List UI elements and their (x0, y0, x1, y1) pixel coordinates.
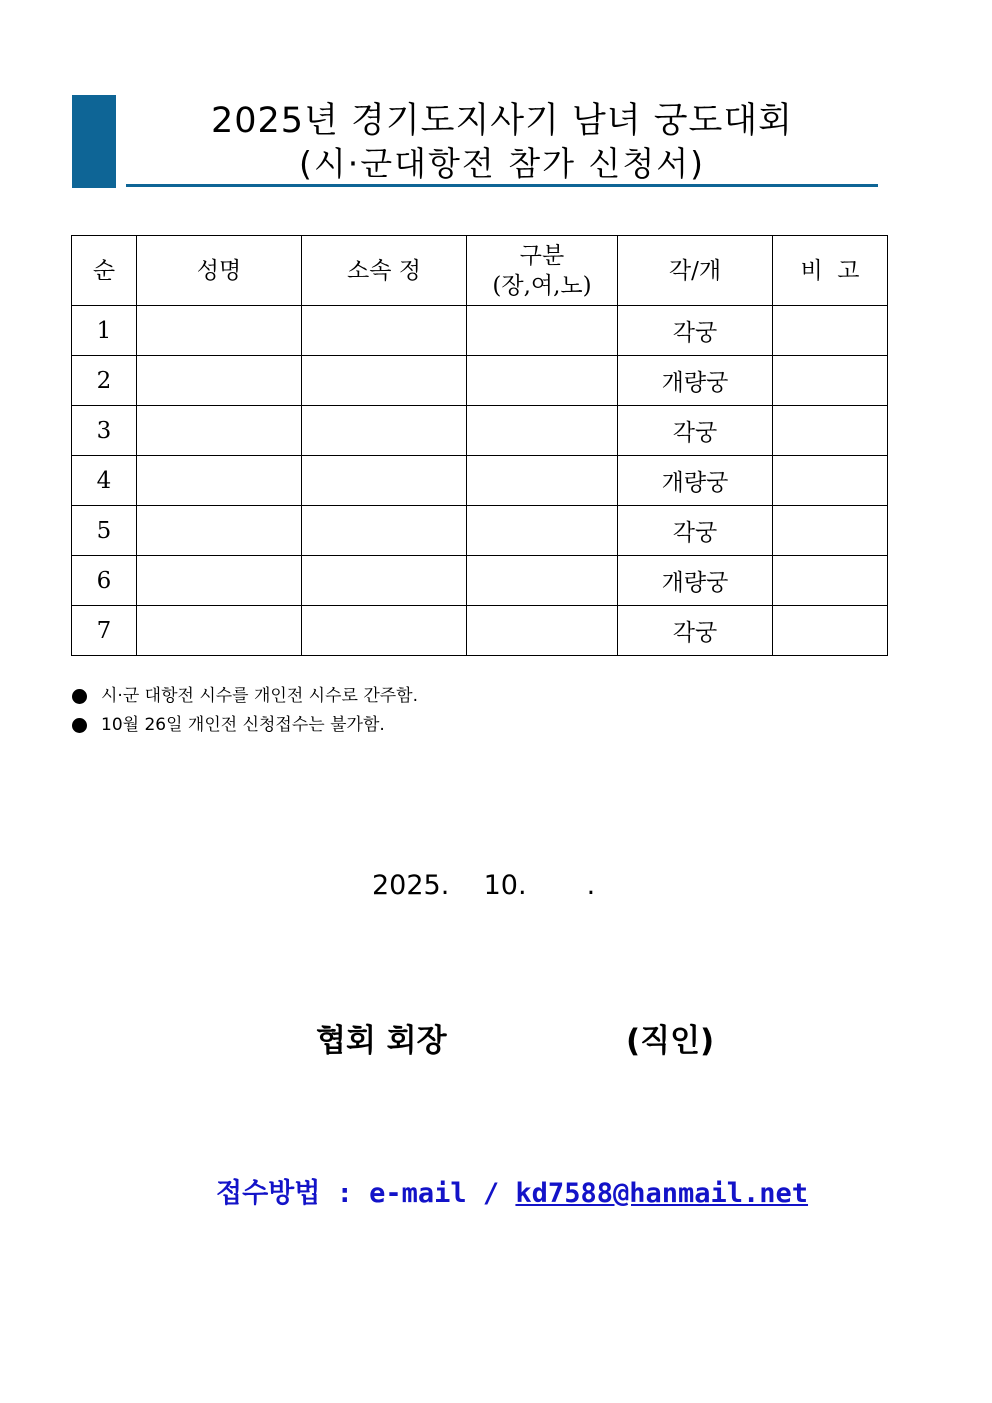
notes-list (72, 682, 418, 740)
table-row (72, 556, 888, 606)
email-link[interactable]: kd7588@hanmail.net (515, 1178, 809, 1209)
remarks-cell[interactable] (773, 456, 888, 506)
receipt-label: 접수방법 (216, 1178, 321, 1209)
receipt-method (216, 1174, 808, 1214)
row-number: 5 (72, 506, 137, 556)
title-accent-bar (72, 95, 116, 188)
remarks-cell[interactable] (773, 556, 888, 606)
signer-title: 협회 회장 (316, 1023, 447, 1059)
category-cell[interactable] (467, 456, 618, 506)
page-title: 2025년 경기도지사기 남녀 궁도대회 (211, 101, 793, 141)
receipt-separator: : (320, 1178, 370, 1209)
note-text: 10월 26일 개인전 신청접수는 불가함. (101, 715, 385, 735)
header-name: 성명 (137, 236, 302, 306)
category-cell[interactable] (467, 556, 618, 606)
name-cell[interactable] (137, 556, 302, 606)
bullet-icon (72, 718, 87, 733)
table-row (72, 406, 888, 456)
table-row (72, 606, 888, 656)
table-row (72, 456, 888, 506)
category-cell[interactable] (467, 306, 618, 356)
page-subtitle: (시·군대항전 참가 신청서) (299, 144, 705, 183)
remarks-cell[interactable] (773, 356, 888, 406)
name-cell[interactable] (137, 356, 302, 406)
note-item (72, 711, 418, 740)
header-bow-type: 각/개 (618, 236, 773, 306)
table-row (72, 356, 888, 406)
header-category-title: 구분 (519, 242, 565, 269)
title-underline (126, 184, 878, 187)
bow-type-cell: 각궁 (618, 506, 773, 556)
category-cell[interactable] (467, 406, 618, 456)
header-remarks: 비 고 (773, 236, 888, 306)
remarks-cell[interactable] (773, 306, 888, 356)
name-cell[interactable] (137, 406, 302, 456)
row-number: 6 (72, 556, 137, 606)
remarks-cell[interactable] (773, 406, 888, 456)
category-cell[interactable] (467, 356, 618, 406)
bow-type-cell: 개량궁 (618, 556, 773, 606)
name-cell[interactable] (137, 306, 302, 356)
application-table (71, 235, 888, 656)
table-row (72, 506, 888, 556)
name-cell[interactable] (137, 456, 302, 506)
bow-type-cell: 각궁 (618, 306, 773, 356)
row-number: 4 (72, 456, 137, 506)
affiliation-cell[interactable] (302, 456, 467, 506)
bow-type-cell: 각궁 (618, 606, 773, 656)
official-seal-label: (직인) (626, 1023, 715, 1059)
header-order: 순 (72, 236, 137, 306)
row-number: 1 (72, 306, 137, 356)
row-number: 7 (72, 606, 137, 656)
note-item (72, 682, 418, 711)
affiliation-cell[interactable] (302, 406, 467, 456)
affiliation-cell[interactable] (302, 606, 467, 656)
row-number: 3 (72, 406, 137, 456)
header-affiliation: 소속 정 (302, 236, 467, 306)
name-cell[interactable] (137, 506, 302, 556)
bow-type-cell: 개량궁 (618, 356, 773, 406)
remarks-cell[interactable] (773, 506, 888, 556)
affiliation-cell[interactable] (302, 556, 467, 606)
category-cell[interactable] (467, 606, 618, 656)
affiliation-cell[interactable] (302, 506, 467, 556)
application-date: 2025. 10. . (372, 870, 596, 901)
affiliation-cell[interactable] (302, 356, 467, 406)
category-cell[interactable] (467, 506, 618, 556)
bow-type-cell: 각궁 (618, 406, 773, 456)
receipt-method-text: e-mail / (369, 1178, 516, 1209)
name-cell[interactable] (137, 606, 302, 656)
table-row (72, 306, 888, 356)
header-category-options: (장,여,노) (492, 272, 592, 299)
bow-type-cell: 개량궁 (618, 456, 773, 506)
remarks-cell[interactable] (773, 606, 888, 656)
header-category (467, 236, 618, 306)
bullet-icon (72, 689, 87, 704)
table-header-row (72, 236, 888, 306)
note-text: 시·군 대항전 시수를 개인전 시수로 간주함. (101, 686, 419, 706)
affiliation-cell[interactable] (302, 306, 467, 356)
row-number: 2 (72, 356, 137, 406)
